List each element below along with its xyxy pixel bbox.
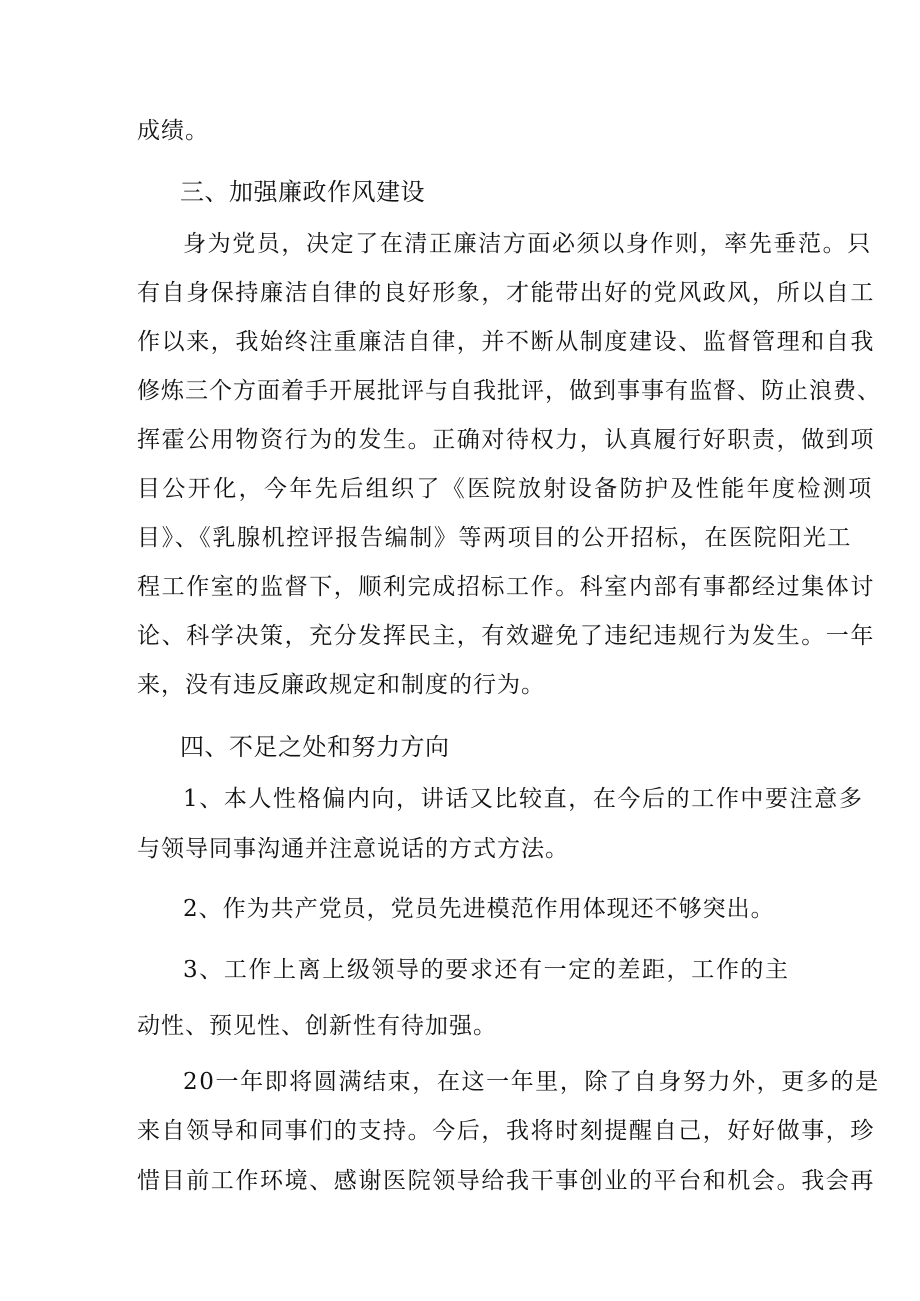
list-item-line: 1、本人性格偏内向，讲话又比较直，在今后的工作中要注意多 (183, 786, 864, 812)
paragraph-line: 来自领导和同事们的支持。今后，我将时刻提醒自己，好好做事，珍 (137, 1118, 875, 1144)
paragraph-line: 目公开化，今年先后组织了《医院放射设备防护及性能年度检测项 (137, 476, 874, 502)
list-item-line: 与领导同事沟通并注意说话的方式方法。 (137, 836, 569, 862)
paragraph-line: 目》、《乳腺机控评报告编制》等两项目的公开招标，在医院阳光工 (137, 525, 852, 551)
paragraph-line: 挥霍公用物资行为的发生。正确对待权力，认真履行好职责，做到项 (137, 427, 875, 453)
paragraph-line: 来，没有违反廉政规定和制度的行为。 (137, 672, 545, 698)
paragraph-line: 身为党员，决定了在清正廉洁方面必须以身作则，率先垂范。只 (183, 231, 872, 257)
paragraph-line: 20一年即将圆满结束，在这一年里，除了自身努力外，更多的是 (183, 1069, 880, 1095)
paragraph-line: 修炼三个方面着手开展批评与自我批评，做到事事有监督、防止浪费、 (137, 378, 881, 404)
paragraph-line: 论、科学决策，充分发挥民主，有效避免了违纪违规行为发生。一年 (137, 623, 875, 649)
paragraph-line: 惜目前工作环境、感谢医院领导给我干事创业的平台和机会。我会再 (137, 1168, 875, 1194)
paragraph-line: 程工作室的监督下，顺利完成招标工作。科室内部有事都经过集体讨 (137, 574, 875, 600)
list-item-line: 2、作为共产党员，党员先进模范作用体现还不够突出。 (183, 896, 775, 922)
paragraph-line: 作以来，我始终注重廉洁自律，并不断从制度建设、监督管理和自我 (137, 329, 875, 355)
paragraph-line: 有自身保持廉洁自律的良好形象，才能带出好的党风政风，所以自工 (137, 280, 875, 306)
section-3-heading: 三、加强廉政作风建设 (180, 178, 425, 206)
list-item-line: 动性、预见性、创新性有待加强。 (137, 1013, 497, 1039)
section-4-heading: 四、不足之处和努力方向 (180, 733, 450, 761)
carryover-text: 成绩。 (137, 118, 209, 144)
list-item-line: 3、工作上离上级领导的要求还有一定的差距，工作的主 (183, 957, 790, 983)
